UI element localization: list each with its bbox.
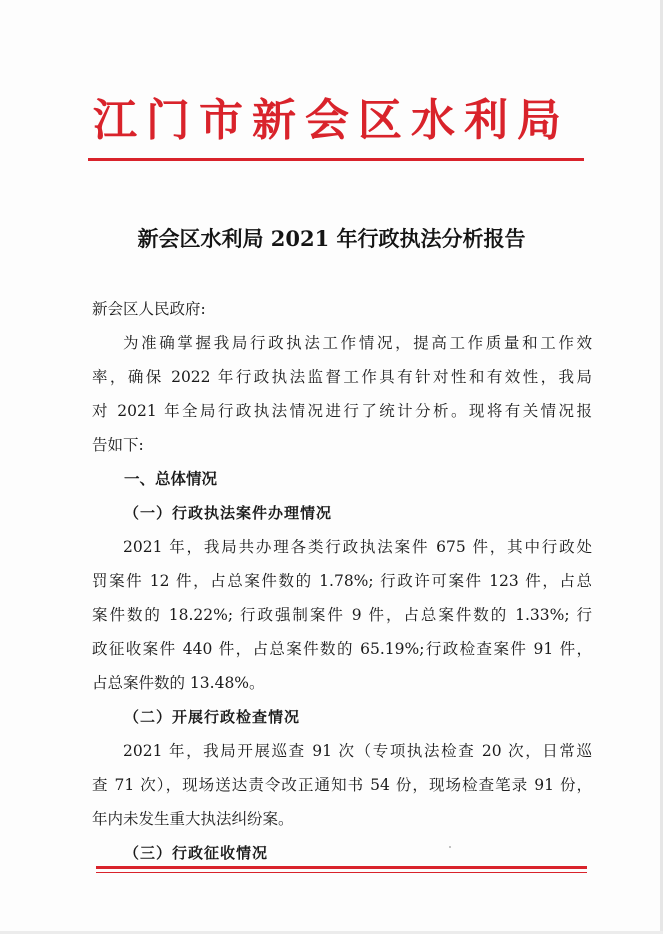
footer-red-rule-thin bbox=[96, 872, 587, 873]
section-heading: 一、总体情况 bbox=[124, 470, 218, 488]
paragraph-line: 查 71 次），现场送达责令改正通知书 54 份，现场检查笔录 91 份， bbox=[92, 776, 592, 794]
paragraph-line: 2021 年，我局共办理各类行政执法案件 675 件，其中行政处 bbox=[123, 538, 592, 556]
paragraph-line: 罚案件 12 件，占总案件数的 1.78%; 行政许可案件 123 件，占总 bbox=[92, 572, 592, 590]
intro-line: 对 2021 年全局行政执法情况进行了统计分析。现将有关情况报 bbox=[92, 402, 592, 420]
scan-speck bbox=[449, 846, 451, 848]
document-title: 新会区水利局 2021 年行政执法分析报告 bbox=[137, 226, 526, 251]
letterhead-red-rule bbox=[88, 158, 584, 161]
paragraph-line: 年内未发生重大执法纠纷案。 bbox=[92, 810, 294, 828]
letterhead-org-name: 江门市新会区水利局 bbox=[93, 95, 570, 146]
intro-line: 率，确保 2022 年行政执法监督工作具有针对性和有效性，我局 bbox=[92, 368, 592, 386]
paragraph-line: 2021 年，我局开展巡查 91 次（专项执法检查 20 次，日常巡 bbox=[123, 742, 592, 760]
intro-line: 为准确掌握我局行政执法工作情况，提高工作质量和工作效 bbox=[123, 334, 592, 352]
subsection-heading: （三）行政征收情况 bbox=[124, 844, 269, 862]
paragraph-line: 政征收案件 440 件，占总案件数的 65.19%;行政检查案件 91 件， bbox=[92, 640, 592, 658]
subsection-heading: （二）开展行政检查情况 bbox=[124, 708, 301, 726]
paragraph-line: 案件数的 18.22%; 行政强制案件 9 件，占总案件数的 1.33%; 行 bbox=[92, 606, 592, 624]
salutation: 新会区人民政府: bbox=[92, 300, 206, 318]
document-body bbox=[92, 292, 592, 870]
paragraph-line: 占总案件数的 13.48%。 bbox=[92, 674, 265, 692]
intro-line: 告如下: bbox=[92, 436, 144, 454]
footer-red-rule bbox=[96, 866, 587, 869]
subsection-heading: （一）行政执法案件办理情况 bbox=[124, 504, 333, 522]
